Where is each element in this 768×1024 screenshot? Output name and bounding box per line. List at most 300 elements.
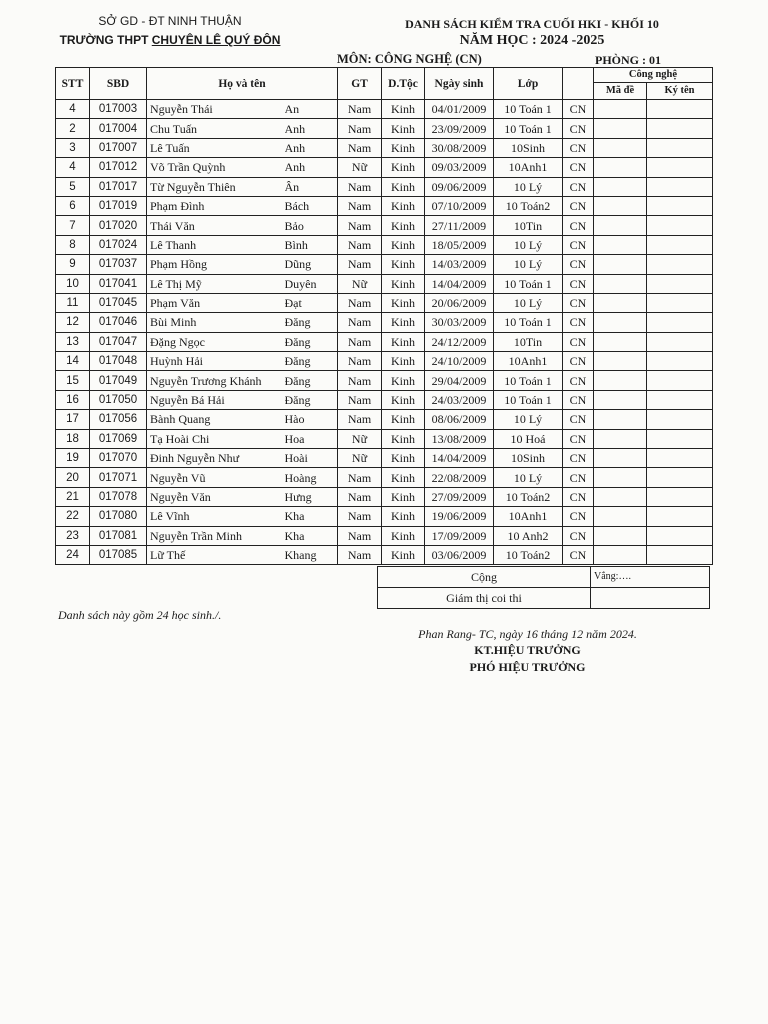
cell-class: 10Tin [494, 216, 563, 235]
cell-ethnicity: Kinh [382, 255, 425, 274]
cell-sbd: 017007 [90, 138, 147, 157]
cell-ethnicity: Kinh [382, 468, 425, 487]
cell-stt: 22 [56, 507, 90, 526]
cell-gender: Nữ [338, 274, 382, 293]
cell-given-name: Kha [285, 526, 338, 545]
cell-stt: 14 [56, 352, 90, 371]
cell-dob: 24/03/2009 [425, 390, 494, 409]
cell-family-name: Thái Văn [147, 216, 285, 235]
proctor-sign-cell [591, 588, 710, 609]
cell-dob: 14/03/2009 [425, 255, 494, 274]
cell-stt: 3 [56, 138, 90, 157]
cell-signature [647, 293, 713, 312]
cell-signature [647, 429, 713, 448]
cell-class: 10 Lý [494, 235, 563, 254]
cell-ethnicity: Kinh [382, 138, 425, 157]
table-row [56, 352, 713, 371]
table-row [56, 216, 713, 235]
cell-ethnicity: Kinh [382, 487, 425, 506]
cell-family-name: Phạm Văn [147, 293, 285, 312]
cell-dob: 09/03/2009 [425, 158, 494, 177]
cell-sbd: 017056 [90, 410, 147, 429]
cell-given-name: Hào [285, 410, 338, 429]
header-class: Lớp [494, 68, 563, 100]
department-name: SỞ GD - ĐT NINH THUẬN [98, 14, 242, 28]
cell-signature [647, 235, 713, 254]
cell-sbd: 017049 [90, 371, 147, 390]
cell-stt: 23 [56, 526, 90, 545]
cell-stt: 10 [56, 274, 90, 293]
cell-sbd: 017041 [90, 274, 147, 293]
cell-sbd: 017045 [90, 293, 147, 312]
header-sign: Ký tên [647, 83, 713, 100]
table-row [56, 177, 713, 196]
header-gt: GT [338, 68, 382, 100]
cell-stt: 5 [56, 177, 90, 196]
cell-given-name: Bình [285, 235, 338, 254]
cell-code [594, 449, 647, 468]
cell-class: 10Sinh [494, 138, 563, 157]
cell-given-name: Đăng [285, 313, 338, 332]
cell-gender: Nam [338, 255, 382, 274]
absent-label: Vắng:…. [591, 567, 710, 588]
cell-given-name: Duyên [285, 274, 338, 293]
cell-code [594, 468, 647, 487]
cell-stt: 11 [56, 293, 90, 312]
cell-signature [647, 545, 713, 564]
signature-title-2: PHÓ HIỆU TRƯỞNG [469, 660, 586, 674]
cell-subject: CN [563, 352, 594, 371]
cell-gender: Nam [338, 526, 382, 545]
cell-family-name: Nguyễn Văn [147, 487, 285, 506]
table-row [56, 449, 713, 468]
cell-stt: 16 [56, 390, 90, 409]
cell-subject: CN [563, 216, 594, 235]
cell-stt: 13 [56, 332, 90, 351]
cell-dob: 04/01/2009 [425, 100, 494, 119]
cell-class: 10 Toán 1 [494, 274, 563, 293]
cell-signature [647, 507, 713, 526]
cell-class: 10Tin [494, 332, 563, 351]
cell-sbd: 017069 [90, 429, 147, 448]
cell-dob: 09/06/2009 [425, 177, 494, 196]
cell-sbd: 017047 [90, 332, 147, 351]
cell-gender: Nam [338, 177, 382, 196]
table-row [56, 390, 713, 409]
cell-sbd: 017046 [90, 313, 147, 332]
cell-sbd: 017003 [90, 100, 147, 119]
cell-family-name: Võ Trần Quỳnh [147, 158, 285, 177]
cell-class: 10 Toán 1 [494, 100, 563, 119]
cell-code [594, 119, 647, 138]
cell-signature [647, 526, 713, 545]
cell-subject: CN [563, 332, 594, 351]
cell-code [594, 293, 647, 312]
cell-ethnicity: Kinh [382, 332, 425, 351]
cell-family-name: Nguyễn Trương Khánh [147, 371, 285, 390]
table-row [56, 332, 713, 351]
cell-signature [647, 371, 713, 390]
cell-family-name: Lê Thanh [147, 235, 285, 254]
cell-sbd: 017081 [90, 526, 147, 545]
table-row [56, 138, 713, 157]
cell-dob: 24/10/2009 [425, 352, 494, 371]
cell-family-name: Tạ Hoài Chi [147, 429, 285, 448]
cell-code [594, 138, 647, 157]
cell-code [594, 371, 647, 390]
cell-gender: Nam [338, 390, 382, 409]
cell-code [594, 429, 647, 448]
table-header-row [56, 68, 713, 83]
cell-sbd: 017012 [90, 158, 147, 177]
cell-ethnicity: Kinh [382, 507, 425, 526]
cell-code [594, 274, 647, 293]
cell-code [594, 410, 647, 429]
cell-given-name: Đăng [285, 390, 338, 409]
cell-gender: Nam [338, 487, 382, 506]
cell-gender: Nữ [338, 429, 382, 448]
cell-family-name: Lê Tuấn [147, 138, 285, 157]
cell-code [594, 196, 647, 215]
cell-sbd: 017037 [90, 255, 147, 274]
table-row [56, 468, 713, 487]
cell-stt: 9 [56, 255, 90, 274]
cell-family-name: Đinh Nguyễn Như [147, 449, 285, 468]
cell-sbd: 017004 [90, 119, 147, 138]
cell-given-name: An [285, 100, 338, 119]
cell-code [594, 507, 647, 526]
header-group: Công nghệ [594, 68, 713, 83]
table-row [56, 545, 713, 564]
cell-subject: CN [563, 313, 594, 332]
cell-code [594, 332, 647, 351]
student-count-note: Danh sách này gồm 24 học sinh./. [58, 608, 222, 622]
cell-dob: 30/08/2009 [425, 138, 494, 157]
cell-dob: 30/03/2009 [425, 313, 494, 332]
cell-given-name: Anh [285, 138, 338, 157]
table-row [56, 235, 713, 254]
cell-signature [647, 119, 713, 138]
cell-gender: Nam [338, 332, 382, 351]
cell-ethnicity: Kinh [382, 119, 425, 138]
cell-dob: 29/04/2009 [425, 371, 494, 390]
header-sbd: SBD [90, 68, 147, 100]
cell-sbd: 017070 [90, 449, 147, 468]
cell-ethnicity: Kinh [382, 390, 425, 409]
cell-sbd: 017020 [90, 216, 147, 235]
cell-ethnicity: Kinh [382, 526, 425, 545]
table-row [56, 410, 713, 429]
cell-stt: 19 [56, 449, 90, 468]
table-row [56, 487, 713, 506]
cell-ethnicity: Kinh [382, 410, 425, 429]
cell-class: 10 Toán 1 [494, 390, 563, 409]
cell-family-name: Lữ Thế [147, 545, 285, 564]
cell-subject: CN [563, 293, 594, 312]
table-row [56, 526, 713, 545]
cell-family-name: Nguyễn Trần Minh [147, 526, 285, 545]
cell-gender: Nam [338, 119, 382, 138]
header-stt: STT [56, 68, 90, 100]
cell-ethnicity: Kinh [382, 293, 425, 312]
cell-sbd: 017024 [90, 235, 147, 254]
cell-given-name: Hoài [285, 449, 338, 468]
cell-dob: 20/06/2009 [425, 293, 494, 312]
cell-class: 10Anh1 [494, 158, 563, 177]
cell-stt: 15 [56, 371, 90, 390]
cell-sbd: 017085 [90, 545, 147, 564]
cell-subject: CN [563, 138, 594, 157]
cell-code [594, 158, 647, 177]
cell-dob: 19/06/2009 [425, 507, 494, 526]
cell-stt: 12 [56, 313, 90, 332]
cell-stt: 24 [56, 545, 90, 564]
cell-class: 10 Lý [494, 255, 563, 274]
cell-signature [647, 158, 713, 177]
header-subject-code [563, 68, 594, 100]
cell-stt: 4 [56, 100, 90, 119]
table-row [56, 196, 713, 215]
cell-class: 10 Anh2 [494, 526, 563, 545]
cell-signature [647, 313, 713, 332]
cell-class: 10 Toán2 [494, 487, 563, 506]
document-title: DANH SÁCH KIỂM TRA CUỐI HKI - KHỐI 10 [405, 17, 659, 31]
cell-dob: 14/04/2009 [425, 449, 494, 468]
cell-class: 10Anh1 [494, 352, 563, 371]
cell-given-name: Bách [285, 196, 338, 215]
cell-stt: 18 [56, 429, 90, 448]
total-row [378, 567, 710, 588]
cell-signature [647, 390, 713, 409]
place-date: Phan Rang- TC, ngày 16 tháng 12 năm 2024. [418, 627, 637, 641]
cell-class: 10 Toán2 [494, 545, 563, 564]
cell-ethnicity: Kinh [382, 429, 425, 448]
cell-subject: CN [563, 274, 594, 293]
cell-gender: Nữ [338, 449, 382, 468]
cell-ethnicity: Kinh [382, 545, 425, 564]
cell-dob: 13/08/2009 [425, 429, 494, 448]
student-table [55, 67, 713, 565]
cell-sbd: 017080 [90, 507, 147, 526]
cell-family-name: Bùi Minh [147, 313, 285, 332]
cell-code [594, 313, 647, 332]
proctor-row [378, 588, 710, 609]
cell-code [594, 255, 647, 274]
cell-given-name: Dũng [285, 255, 338, 274]
cell-subject: CN [563, 468, 594, 487]
header-dob: Ngày sinh [425, 68, 494, 100]
cell-dob: 22/08/2009 [425, 468, 494, 487]
cell-given-name: Đăng [285, 332, 338, 351]
cell-sbd: 017017 [90, 177, 147, 196]
cell-family-name: Chu Tuấn [147, 119, 285, 138]
cell-subject: CN [563, 255, 594, 274]
table-row [56, 507, 713, 526]
cell-subject: CN [563, 196, 594, 215]
cell-family-name: Nguyễn Thái [147, 100, 285, 119]
cell-ethnicity: Kinh [382, 313, 425, 332]
cell-signature [647, 177, 713, 196]
subject-label: MÔN: CÔNG NGHỆ (CN) [337, 52, 482, 66]
cell-dob: 17/09/2009 [425, 526, 494, 545]
cell-signature [647, 216, 713, 235]
cell-gender: Nam [338, 352, 382, 371]
table-row [56, 274, 713, 293]
cell-code [594, 487, 647, 506]
cell-code [594, 390, 647, 409]
cell-dob: 03/06/2009 [425, 545, 494, 564]
cell-given-name: Ân [285, 177, 338, 196]
cell-ethnicity: Kinh [382, 196, 425, 215]
cell-signature [647, 100, 713, 119]
cell-gender: Nam [338, 100, 382, 119]
cell-signature [647, 196, 713, 215]
cell-class: 10Sinh [494, 449, 563, 468]
cell-code [594, 216, 647, 235]
cell-given-name: Đăng [285, 371, 338, 390]
cell-ethnicity: Kinh [382, 100, 425, 119]
cell-dob: 14/04/2009 [425, 274, 494, 293]
cell-given-name: Hưng [285, 487, 338, 506]
room-label: PHÒNG : 01 [595, 53, 661, 67]
cell-signature [647, 487, 713, 506]
cell-class: 10 Lý [494, 410, 563, 429]
summary-box [377, 566, 710, 609]
cell-subject: CN [563, 158, 594, 177]
school-prefix: TRƯỜNG THPT [59, 33, 152, 47]
cell-subject: CN [563, 177, 594, 196]
cell-given-name: Kha [285, 507, 338, 526]
cell-stt: 4 [56, 158, 90, 177]
cell-subject: CN [563, 390, 594, 409]
cell-gender: Nam [338, 507, 382, 526]
cell-family-name: Phạm Đình [147, 196, 285, 215]
cell-stt: 8 [56, 235, 90, 254]
cell-dob: 08/06/2009 [425, 410, 494, 429]
cell-family-name: Đặng Ngọc [147, 332, 285, 351]
cell-code [594, 545, 647, 564]
table-row [56, 429, 713, 448]
cell-dob: 24/12/2009 [425, 332, 494, 351]
total-label: Cộng [378, 567, 591, 588]
cell-gender: Nam [338, 410, 382, 429]
cell-dob: 27/09/2009 [425, 487, 494, 506]
cell-code [594, 235, 647, 254]
cell-family-name: Huỳnh Hải [147, 352, 285, 371]
cell-given-name: Anh [285, 119, 338, 138]
cell-subject: CN [563, 507, 594, 526]
cell-class: 10 Lý [494, 468, 563, 487]
cell-subject: CN [563, 526, 594, 545]
cell-given-name: Đạt [285, 293, 338, 312]
cell-family-name: Bành Quang [147, 410, 285, 429]
table-row [56, 158, 713, 177]
cell-gender: Nam [338, 196, 382, 215]
cell-ethnicity: Kinh [382, 371, 425, 390]
cell-given-name: Đăng [285, 352, 338, 371]
cell-signature [647, 449, 713, 468]
cell-class: 10 Lý [494, 177, 563, 196]
cell-stt: 2 [56, 119, 90, 138]
cell-gender: Nam [338, 313, 382, 332]
cell-gender: Nam [338, 371, 382, 390]
cell-dob: 27/11/2009 [425, 216, 494, 235]
cell-signature [647, 255, 713, 274]
cell-class: 10 Toán 1 [494, 119, 563, 138]
cell-stt: 17 [56, 410, 90, 429]
cell-dob: 18/05/2009 [425, 235, 494, 254]
cell-given-name: Bảo [285, 216, 338, 235]
header-dtoc: D.Tộc [382, 68, 425, 100]
cell-class: 10Anh1 [494, 507, 563, 526]
cell-gender: Nam [338, 138, 382, 157]
header-code: Mã đề [594, 83, 647, 100]
cell-class: 10 Toán 1 [494, 313, 563, 332]
cell-sbd: 017048 [90, 352, 147, 371]
cell-ethnicity: Kinh [382, 449, 425, 468]
school-name-main: CHUYÊN LÊ QUÝ ĐÔN [151, 33, 281, 47]
cell-family-name: Lê Thị Mỹ [147, 274, 285, 293]
cell-given-name: Hoàng [285, 468, 338, 487]
school-name [40, 33, 300, 47]
table-row [56, 313, 713, 332]
cell-subject: CN [563, 545, 594, 564]
cell-sbd: 017050 [90, 390, 147, 409]
cell-gender: Nữ [338, 158, 382, 177]
cell-ethnicity: Kinh [382, 158, 425, 177]
table-row [56, 371, 713, 390]
cell-subject: CN [563, 410, 594, 429]
cell-code [594, 100, 647, 119]
cell-gender: Nam [338, 468, 382, 487]
table-row [56, 255, 713, 274]
cell-ethnicity: Kinh [382, 177, 425, 196]
cell-signature [647, 138, 713, 157]
cell-code [594, 526, 647, 545]
cell-subject: CN [563, 119, 594, 138]
cell-given-name: Hoa [285, 429, 338, 448]
cell-stt: 7 [56, 216, 90, 235]
cell-sbd: 017078 [90, 487, 147, 506]
cell-gender: Nam [338, 235, 382, 254]
cell-ethnicity: Kinh [382, 274, 425, 293]
cell-family-name: Phạm Hồng [147, 255, 285, 274]
cell-gender: Nam [338, 216, 382, 235]
cell-subject: CN [563, 449, 594, 468]
cell-code [594, 352, 647, 371]
cell-stt: 6 [56, 196, 90, 215]
cell-family-name: Từ Nguyễn Thiên [147, 177, 285, 196]
cell-gender: Nam [338, 293, 382, 312]
table-row [56, 100, 713, 119]
cell-family-name: Nguyễn Bá Hải [147, 390, 285, 409]
proctor-label: Giám thị coi thi [378, 588, 591, 609]
cell-ethnicity: Kinh [382, 216, 425, 235]
cell-class: 10 Hoá [494, 429, 563, 448]
cell-subject: CN [563, 235, 594, 254]
signature-title-1: KT.HIỆU TRƯỞNG [474, 643, 581, 657]
cell-gender: Nam [338, 545, 382, 564]
cell-family-name: Nguyễn Vũ [147, 468, 285, 487]
table-row [56, 293, 713, 312]
cell-signature [647, 274, 713, 293]
table-row [56, 119, 713, 138]
cell-given-name: Khang [285, 545, 338, 564]
cell-signature [647, 332, 713, 351]
header-name: Họ và tên [147, 68, 338, 100]
cell-stt: 21 [56, 487, 90, 506]
cell-ethnicity: Kinh [382, 352, 425, 371]
